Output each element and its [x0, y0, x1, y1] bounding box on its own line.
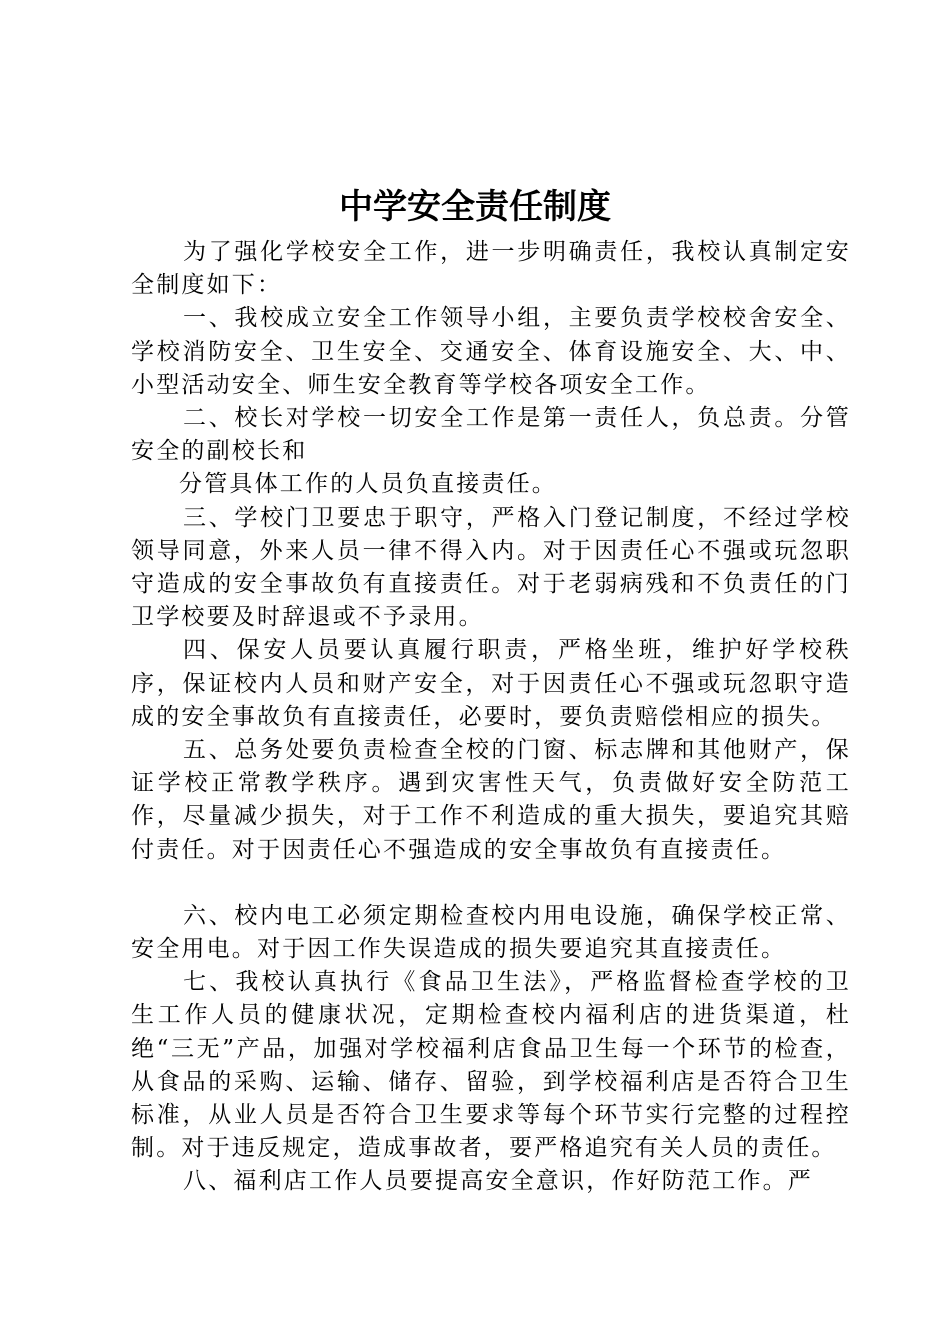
paragraph-item-7: 七、我校认真执行《食品卫生法》，严格监督检查学校的卫生工作人员的健康状况，定期检查校内福利店的进货渠道，杜绝“三无”产品，加强对学校福利店食品卫生每一个环节的检查，从食品的采购、运输、储存、留验，到学校福利店是否符合卫生标准，从业人员是否符合卫生要求等每个环节实行完整的过程控制。对于违反规定，造成事故者，要严格追究有关人员的责任。 [131, 969, 851, 1162]
paragraph-item-2: 二、校长对学校一切安全工作是第一责任人，负总责。分管安全的副校长和 [131, 405, 851, 465]
paragraph-intro: 为了强化学校安全工作，进一步明确责任，我校认真制定安全制度如下： [131, 239, 851, 299]
document-body [131, 236, 851, 1199]
paragraph-item-1: 一、我校成立安全工作领导小组，主要负责学校校舍安全、学校消防安全、卫生安全、交通安全、体育设施安全、大、中、小型活动安全、师生安全教育等学校各项安全工作。 [131, 305, 851, 398]
paragraph-item-3: 三、学校门卫要忠于职守，严格入门登记制度，不经过学校领导同意，外来人员一律不得入内。对于因责任心不强或玩忽职守造成的安全事故负有直接责任。对于老弱病残和不负责任的门卫学校要及时辞退或不予录用。 [131, 504, 851, 631]
paragraph-item-8: 八、福利店工作人员要提高安全意识，作好防范工作。严 [183, 1168, 813, 1195]
document-title: 中学安全责任制度 [339, 187, 611, 227]
paragraph-item-4: 四、保安人员要认真履行职责，严格坐班，维护好学校秩序，保证校内人员和财产安全，对于因责任心不强或玩忽职守造成的安全事故负有直接责任，必要时，要负责赔偿相应的损失。 [131, 637, 851, 730]
paragraph-item-2-continued: 分管具体工作的人员负直接责任。 [179, 471, 557, 498]
paragraph-item-6: 六、校内电工必须定期检查校内用电设施，确保学校正常、安全用电。对于因工作失误造成的损失要追究其直接责任。 [131, 902, 851, 963]
paragraph-item-5: 五、总务处要负责检查全校的门窗、标志牌和其他财产，保证学校正常教学秩序。遇到灾害性天气，负责做好安全防范工作，尽量减少损失，对于工作不利造成的重大损失，要追究其赔付责任。对于因责任心不强造成的安全事故负有直接责任。 [131, 737, 851, 863]
